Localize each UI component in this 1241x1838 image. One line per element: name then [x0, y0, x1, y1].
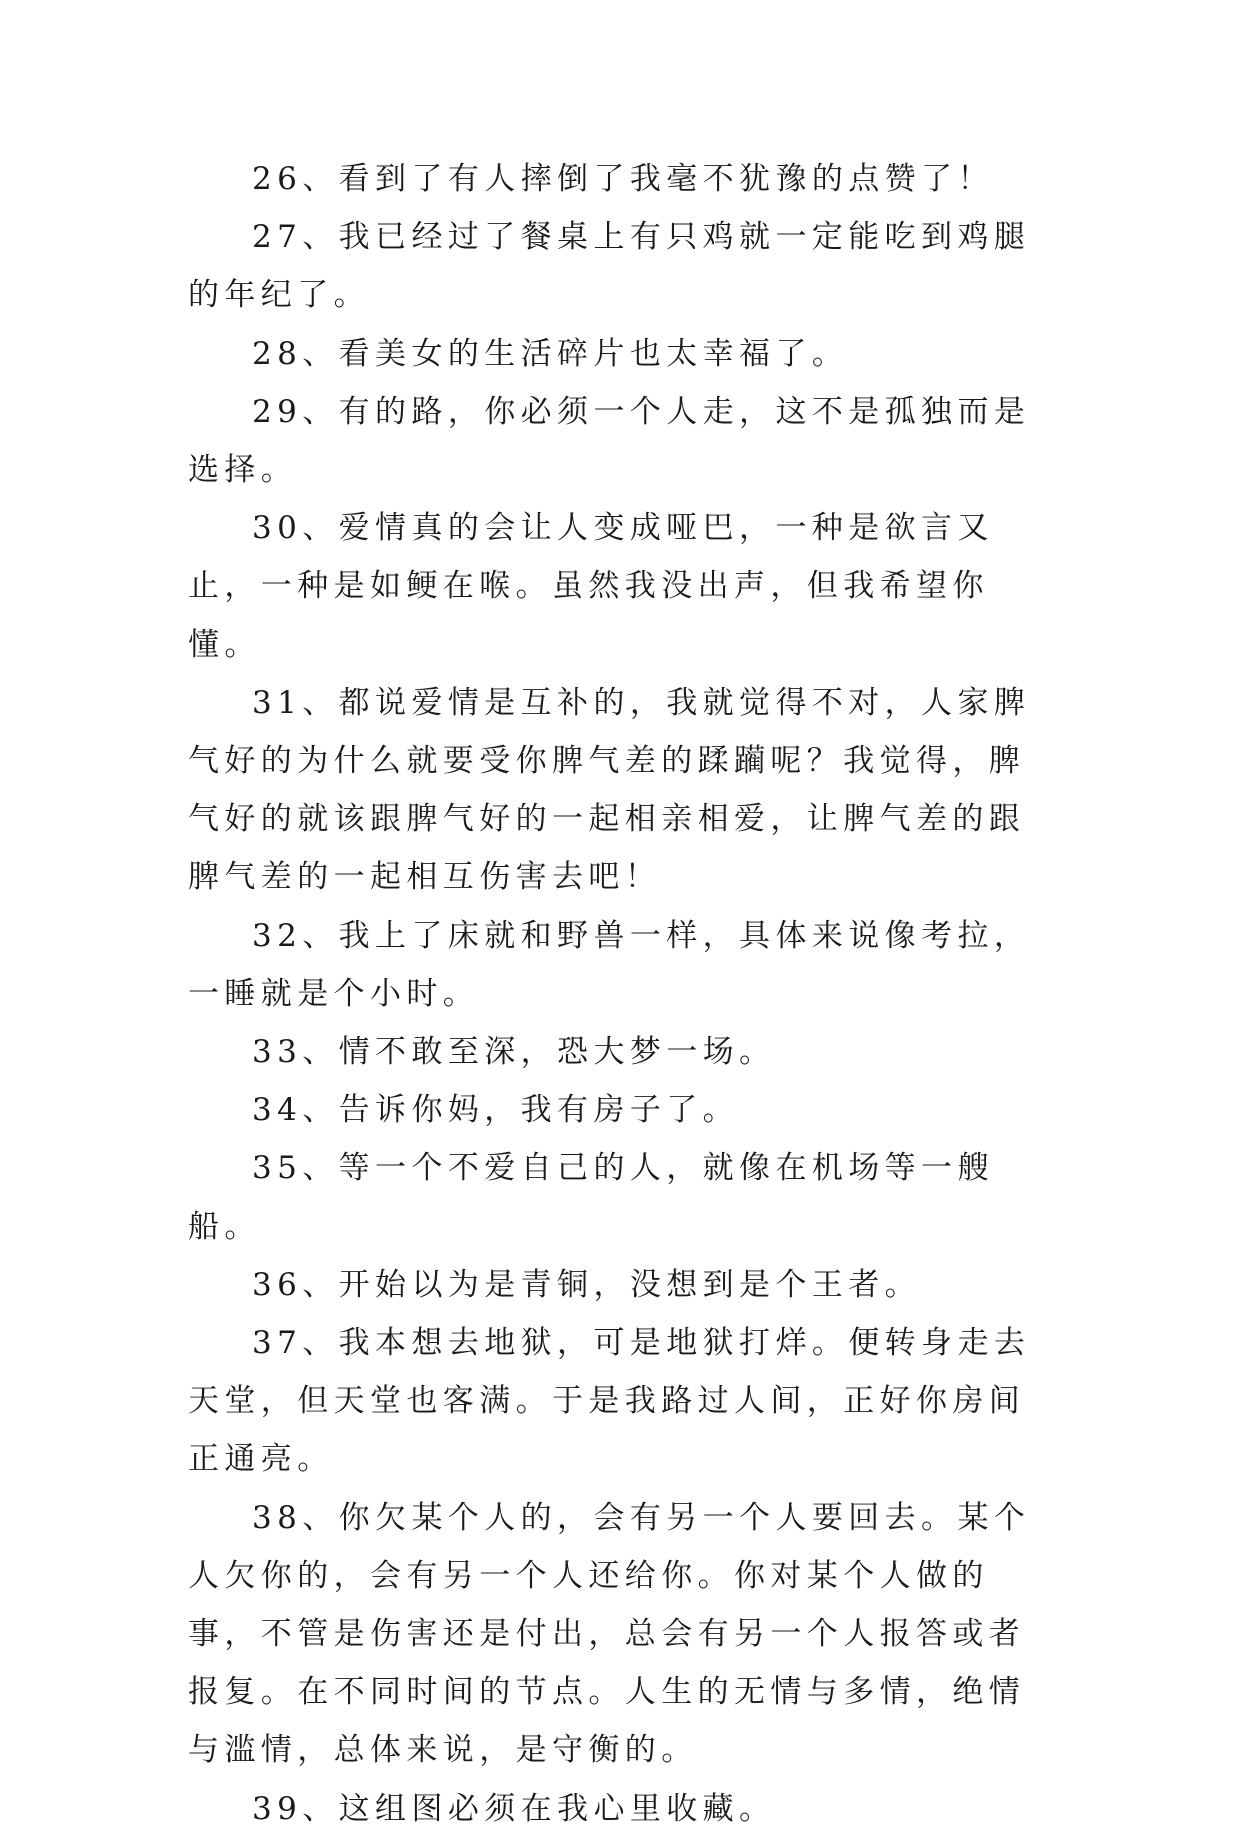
- paragraph-26: 26、看到了有人摔倒了我毫不犹豫的点赞了！: [252, 161, 994, 197]
- paragraph-37: 37、我本想去地狱，可是地狱打烊。便转身走去天堂，但天堂也客满。于是我路过人间，正好你房间正通亮。: [188, 1325, 1031, 1478]
- paragraph-39: 39、这组图必须在我心里收藏。: [252, 1790, 776, 1827]
- paragraph-29: 29、有的路，你必须一个人走，这不是孤独而是选择。: [188, 393, 1031, 489]
- paragraph-38: 38、你欠某个人的，会有另一个人要回去。某个人欠你的，会有另一个人还给你。你对某个人做的事，不管是伤害还是付出，总会有另一个人报答或者报复。在不同时间的节点。人生的无情与多情，绝情与滥情，总体来说，是守衡的。: [188, 1499, 1031, 1769]
- paragraph-27: 27、我已经过了餐桌上有只鸡就一定能吃到鸡腿的年纪了。: [188, 219, 1031, 314]
- paragraph-35: 35、等一个不爱自己的人，就像在机场等一艘船。: [188, 1150, 994, 1245]
- document-body: [188, 150, 1058, 1838]
- paragraph-32: 32、我上了床就和野兽一样，具体来说像考拉，一睡就是个小时。: [188, 917, 1031, 1012]
- paragraph-33: 33、情不敢至深，恐大梦一场。: [252, 1034, 776, 1071]
- paragraph-34: 34、告诉你妈，我有房子了。: [252, 1092, 740, 1129]
- paragraph-30: 30、爱情真的会让人变成哑巴，一种是欲言又止，一种是如鲠在喉。虽然我没出声，但我希望你懂。: [188, 510, 994, 663]
- paragraph-31: 31、都说爱情是互补的，我就觉得不对，人家脾气好的为什么就要受你脾气差的蹂躏呢？我觉得，脾气好的就该跟脾气好的一起相亲相爱，让脾气差的跟脾气差的一起相互伤害去吧！: [188, 684, 1031, 896]
- paragraph-36: 36、开始以为是青铜，没想到是个王者。: [252, 1266, 922, 1303]
- paragraph-28: 28、看美女的生活碎片也太幸福了。: [252, 335, 849, 372]
